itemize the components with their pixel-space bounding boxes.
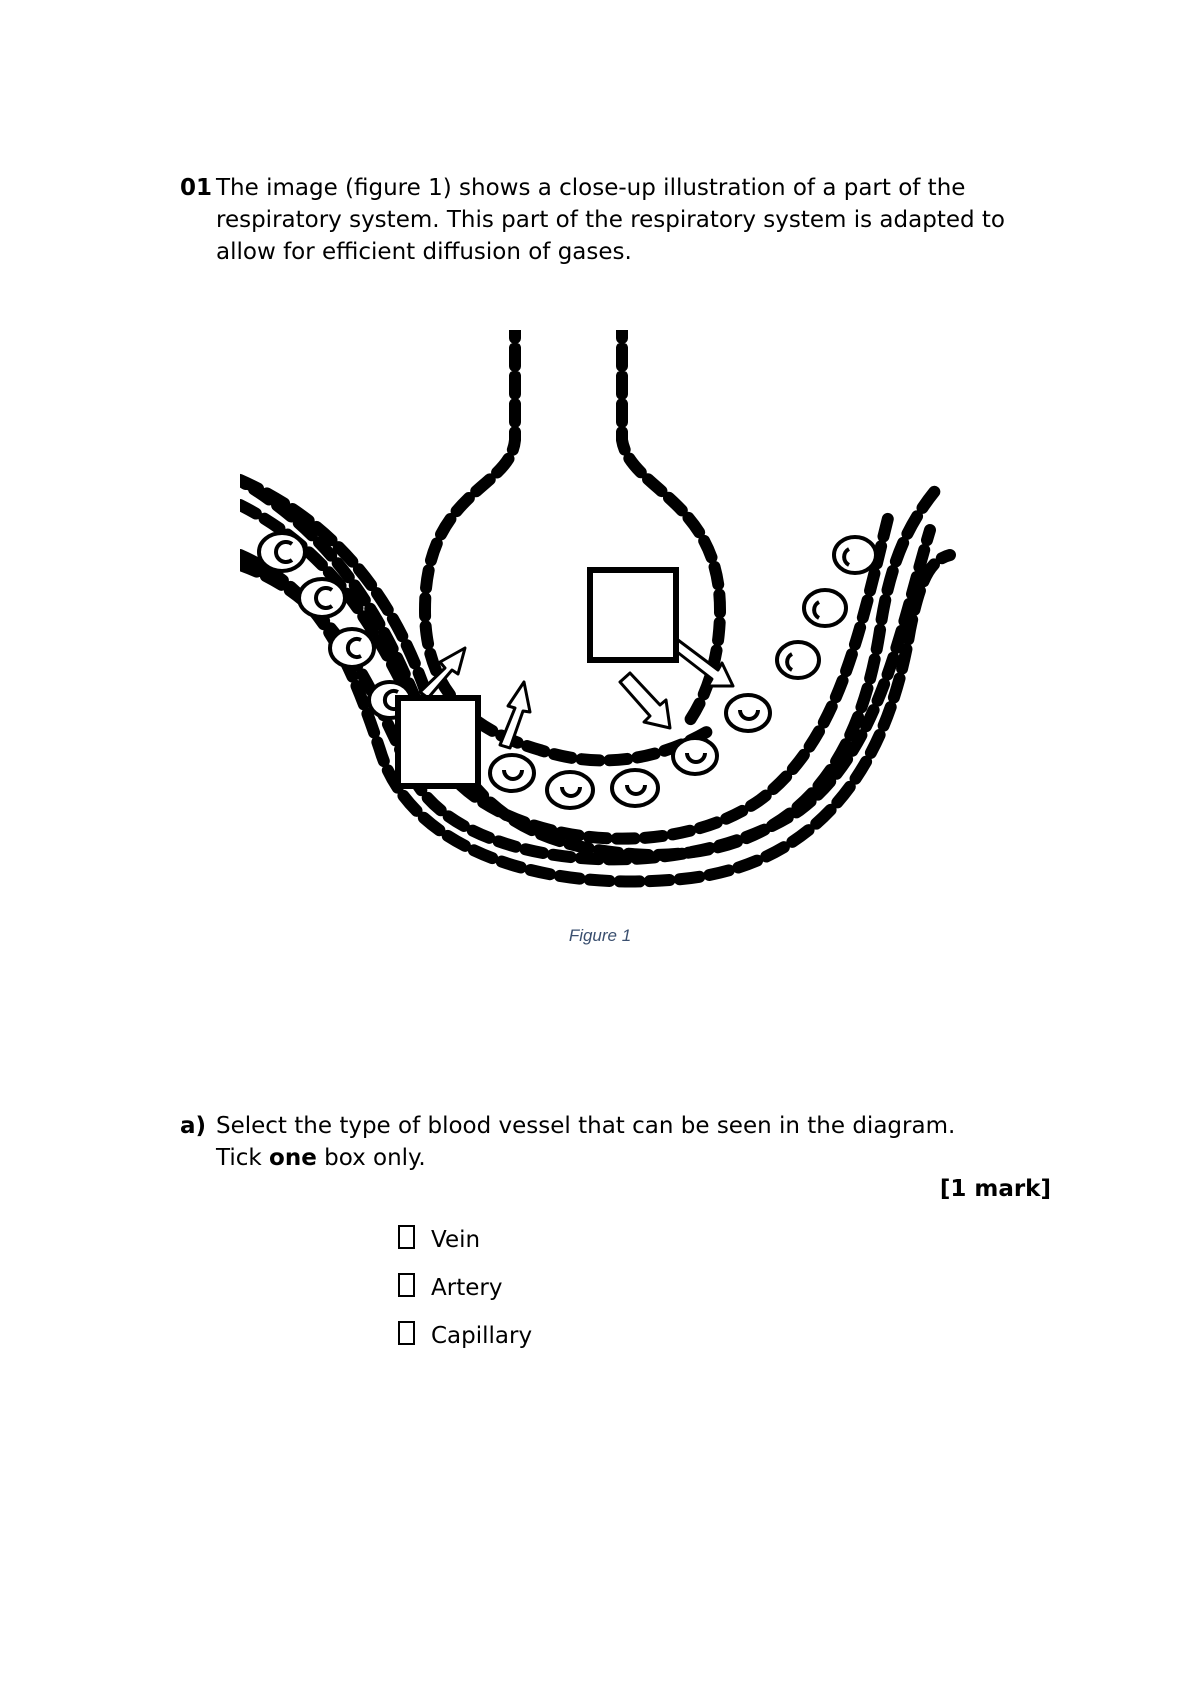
part-a-line1: Select the type of blood vessel that can be seen in the diagram.: [216, 1113, 956, 1139]
marks-label: [1 mark]: [939, 1176, 1051, 1202]
part-a: [180, 1110, 1060, 1174]
tick-box-vein[interactable]: [398, 1225, 415, 1249]
label-box-alveolus[interactable]: [590, 570, 676, 660]
part-a-text: [216, 1110, 1060, 1174]
option-capillary[interactable]: [398, 1312, 532, 1360]
question-text: The image (figure 1) shows a close-up illustration of a part of the respiratory system. This part of the respiratory system is adapted to allow for efficient diffusion of gases.: [216, 175, 1005, 265]
instruction-bold: one: [269, 1145, 317, 1171]
figure-caption: Figure 1: [568, 926, 632, 945]
answer-options: [398, 1216, 532, 1360]
figure-1: [240, 330, 960, 945]
part-a-line2: [216, 1142, 1060, 1174]
arrow-down-mid: [620, 673, 670, 728]
option-label: Artery: [431, 1275, 503, 1301]
arrow-down-right: [672, 640, 733, 686]
option-label: Vein: [431, 1227, 481, 1253]
question-number: 01: [180, 175, 213, 201]
question-01: [180, 172, 1060, 268]
instruction-pre: Tick: [216, 1145, 270, 1171]
option-artery[interactable]: [398, 1264, 532, 1312]
tick-box-capillary[interactable]: [398, 1321, 415, 1345]
arrow-up-mid: [500, 682, 530, 748]
option-label: Capillary: [431, 1323, 533, 1349]
instruction-post: box only.: [316, 1145, 426, 1171]
option-vein[interactable]: [398, 1216, 532, 1264]
label-box-capillary[interactable]: [398, 698, 478, 786]
tick-box-artery[interactable]: [398, 1273, 415, 1297]
part-a-label: a): [180, 1113, 207, 1139]
alveolus-capillary-diagram: [240, 330, 960, 930]
